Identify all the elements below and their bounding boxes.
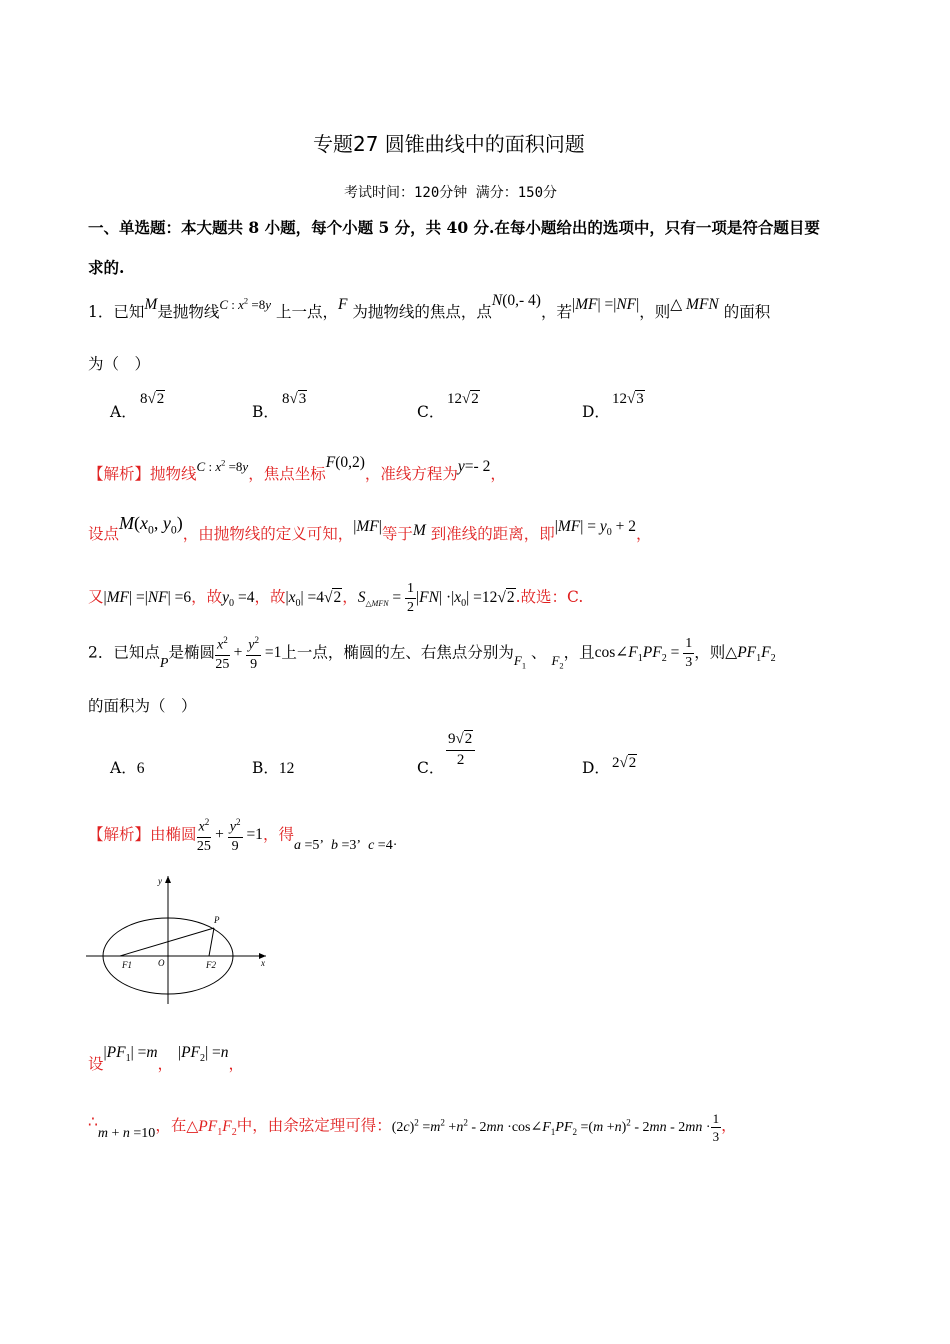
question-1-cont: 为（ ） (88, 355, 151, 373)
solution-1-line2: 设点$M(x_0$, $y_0$)，由抛物线的定义可知，|MF|等于M 到准线的距离，即$|MF| = y_0 + 2$， (88, 513, 652, 543)
option-d[interactable]: D． (582, 403, 610, 421)
point-p-label: P (214, 915, 220, 925)
solution-1-line3: 又|MF| =|NF| =6，故$y_0 =4$，故$|x_0| =4√2$，$S_{\triangle MFN}$ = $\frac{1}{2}$ $|FN| \cdot|x_0| =12√2$.故选：C. (88, 581, 584, 615)
exam-info: 考试时间：120分钟 满分：150分 (344, 185, 558, 201)
option-a[interactable]: A． (110, 403, 137, 421)
section-header-cont: 求的. (88, 258, 125, 277)
option-d-value: 12√3 (612, 391, 644, 407)
focus-f2-label: F2 (206, 960, 216, 970)
question-number: 1． (88, 303, 114, 321)
option-b-value: 8√3 (282, 391, 307, 407)
option-d-value: 2√2 (612, 755, 637, 771)
solution-tag: 【解析】 (88, 825, 151, 844)
option-c[interactable]: C． (417, 759, 445, 777)
solution-1-line1: 【解析】抛物线$^{C : x^2 =8y}$，焦点坐标F(0,2)，准线方程为y=- 2， (88, 454, 506, 483)
axis-label-x: x (261, 958, 265, 968)
question-1: 1．已知M是抛物线$^C$ $^{: x^2 =8y}$ 上一点，F 为抛物线的焦点，点N(0,- 4)，若|MF| =|NF|，则△ MFN 的面积 (88, 292, 771, 321)
solution-2-line2: 设$|PF_1| =m$， $|PF_2| =n$， (88, 1044, 245, 1073)
page-title: 专题27 圆锥曲线中的面积问题 (313, 132, 585, 156)
option-c-value: 12√2 (447, 391, 479, 407)
origin-label: O (158, 958, 165, 968)
option-a-value: 8√2 (140, 391, 165, 407)
option-c-value: $\frac{9√2}{2}$ (446, 730, 475, 768)
solution-tag: 【解析】 (88, 465, 151, 483)
question-number: 2． (88, 643, 114, 662)
option-a[interactable]: A．6 (110, 759, 145, 777)
focus-f1-label: F1 (122, 960, 132, 970)
axis-label-y: y (158, 876, 162, 886)
question-2-cont: 的面积为（ ） (88, 697, 197, 715)
section-header: 一、单选题：本大题共 8 小题，每个小题 5 分，共 40 分.在每小题给出的选项中，只有一项是符合题目要 (88, 218, 820, 237)
question-2: 2．已知点P是椭圆 $\frac{x^2}{25}$ + $\frac{y^2}{9}$ =1上一点，椭圆的左、右焦点分别为$_{F_1}$ 、 $_{F_2}$，且$\cos\angle F_1PF_2$ = $\frac{1}{3}$ ，则$\triangle PF_1F_2$ (88, 635, 776, 672)
ellipse-figure (84, 872, 274, 1007)
option-b[interactable]: B．12 (252, 759, 295, 777)
solution-2-line3: ∴m + n =10，在$\triangle PF_1F_2$中，由余弦定理可得：$(2c)^2 =m^2 +n^2 - 2mn$ $\cdot\cos\angle F_1PF_2 =(m +n)^2 - 2mn - 2mn$ · $\frac{1}{3}$ ， (88, 1111, 737, 1144)
solution-2-line1: 【解析】由椭圆 $\frac{x^2}{25}$ + $\frac{y^2}{9}$ =1，得a =5’ b =3’ c =4· (88, 817, 398, 854)
option-d[interactable]: D． (582, 759, 610, 777)
option-b[interactable]: B． (252, 403, 279, 421)
option-c[interactable]: C． (417, 403, 445, 421)
